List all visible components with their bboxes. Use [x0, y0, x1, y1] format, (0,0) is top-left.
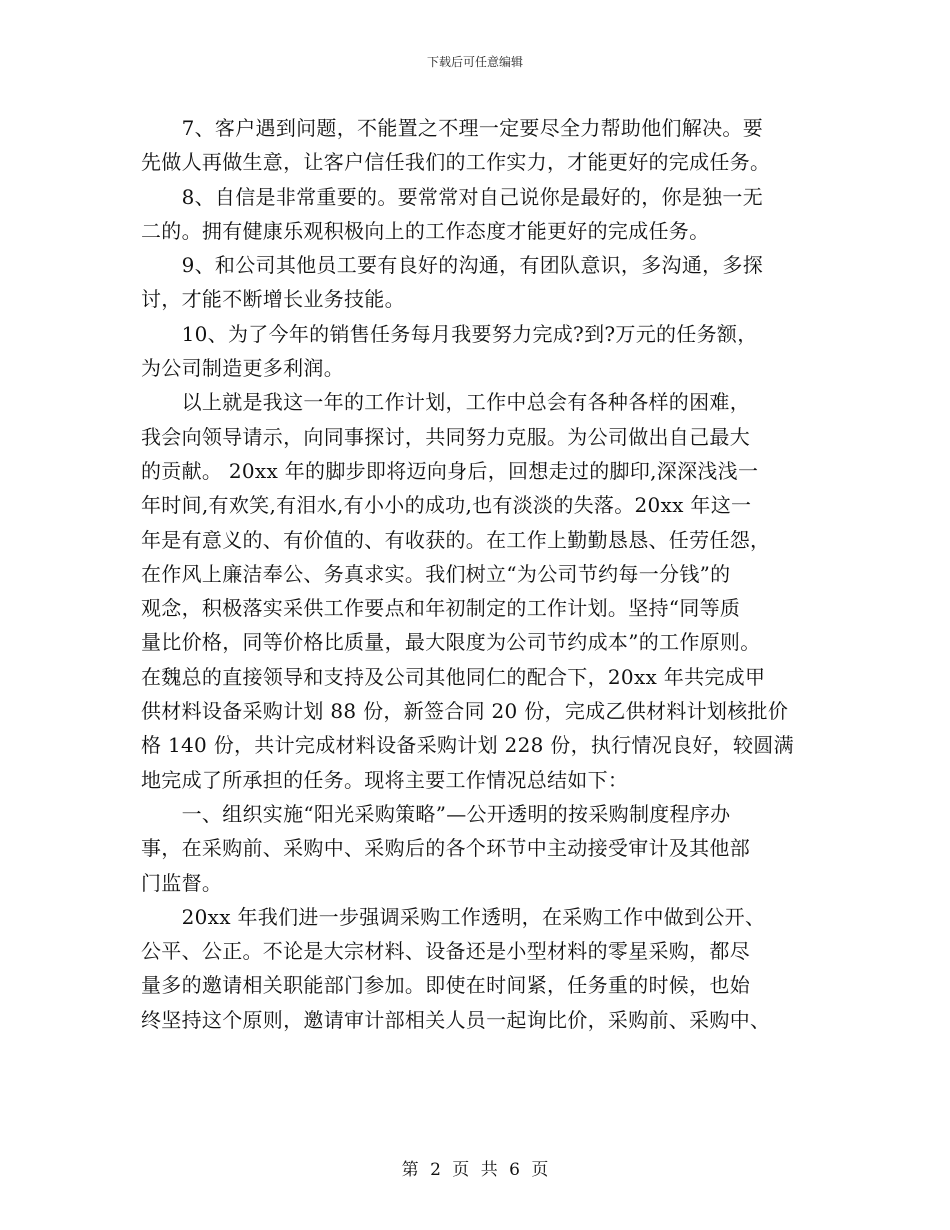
text-line: 量多的邀请相关职能部门参加。即使在时间紧，任务重的时候，也始 [141, 973, 750, 998]
text-line: 供材料设备采购计划 88 份，新签合同 20 份，完成乙供材料计划核批价 [141, 699, 789, 724]
text-line: 量比价格，同等价格比质量，最大限度为公司节约成本”的工作原则。 [141, 630, 761, 655]
text-line: 事，在采购前、采购中、采购后的各个环节中主动接受审计及其他部 [141, 836, 750, 861]
text-line: 9、和公司其他员工要有良好的沟通，有团队意识，多沟通，多探 [141, 253, 764, 278]
text-line: 我会向领导请示，向同事探讨，共同努力克服。为公司做出自己最大 [141, 424, 750, 449]
text-line: 年是有意义的、有价值的、有收获的。在工作上勤勤恳恳、任劳任怨， [141, 527, 771, 552]
text-line: 地完成了所承担的任务。现将主要工作情况总结如下： [141, 767, 629, 792]
text-line: 在魏总的直接领导和支持及公司其他同仁的配合下，20xx 年共完成甲 [141, 664, 766, 689]
text-line: 20xx 年我们进一步强调采购工作透明，在采购工作中做到公开、 [141, 904, 766, 929]
text-line: 先做人再做生意，让客户信任我们的工作实力，才能更好的完成任务。 [141, 150, 771, 175]
body-text [141, 111, 811, 1037]
text-line: 8、自信是非常重要的。要常常对自己说你是最好的，你是独一无 [141, 184, 764, 209]
text-line: 公平、公正。不论是大宗材料、设备还是小型材料的零星采购，都尽 [141, 939, 750, 964]
text-line: 观念，积极落实采供工作要点和年初制定的工作计划。坚持“同等质 [141, 596, 741, 621]
text-line: 以上就是我这一年的工作计划，工作中总会有各种各样的困难， [141, 390, 750, 415]
text-line: 格 140 份，共计完成材料设备采购计划 228 份，执行情况良好，较圆满 [141, 733, 794, 758]
text-line: 终坚持这个原则，邀请审计部相关人员一起询比价，采购前、采购中、 [141, 1007, 771, 1032]
text-line: 7、客户遇到问题，不能置之不理一定要尽全力帮助他们解决。要 [141, 116, 764, 140]
page-header: 下载后可任意编辑 [426, 55, 523, 69]
text-line: 门监督。 [141, 870, 223, 895]
text-line: 二的。拥有健康乐观积极向上的工作态度才能更好的完成任务。 [141, 218, 710, 243]
page-footer: 第 2 页 共 6 页 [401, 1160, 549, 1180]
text-line: 为公司制造更多利润。 [141, 356, 344, 381]
text-line: 讨，才能不断增长业务技能。 [141, 287, 405, 312]
text-line: 的贡献。 20xx 年的脚步即将迈向身后，回想走过的脚印,深深浅浅一 [141, 458, 759, 483]
text-line: 10、为了今年的销售任务每月我要努力完成?到?万元的任务额， [141, 321, 758, 346]
text-line: 在作风上廉洁奉公、务真求实。我们树立“为公司节约每一分钱”的 [141, 561, 731, 586]
text-line: 年时间,有欢笑,有泪水,有小小的成功,也有淡淡的失落。20xx 年这一 [141, 493, 752, 518]
text-line: 一、组织实施“阳光采购策略”—公开透明的按采购制度程序办 [141, 801, 731, 826]
